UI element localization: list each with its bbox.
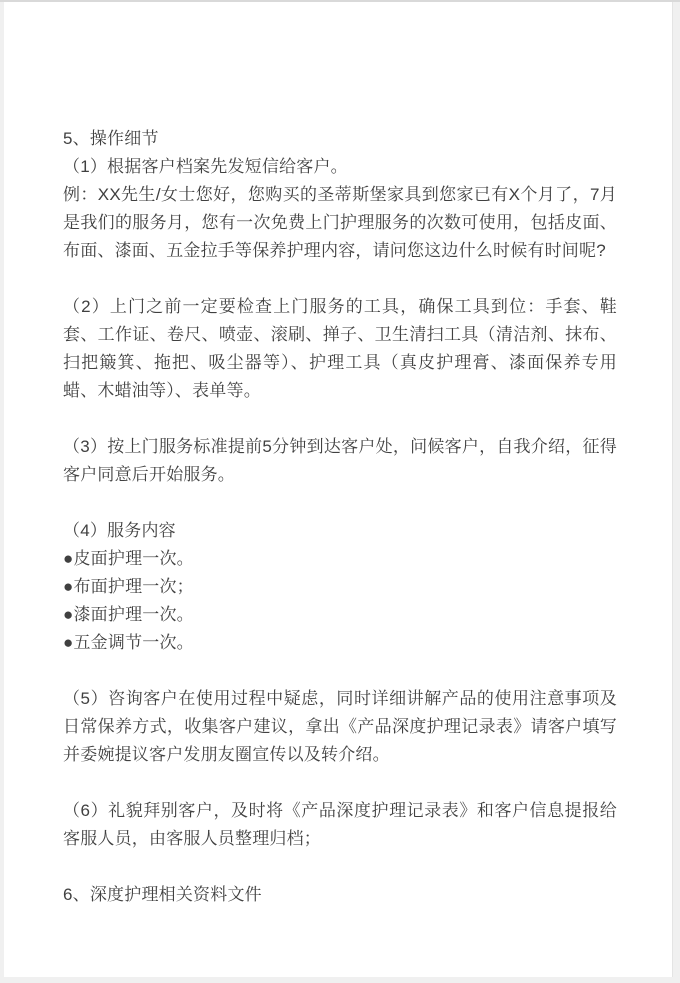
para-sms-example: 例：XX先生/女士您好，您购买的圣蒂斯堡家具到您家已有X个月了，7月是我们的服务月，您有一次免费上门护理服务的次数可使用，包括皮面、布面、漆面、五金拉手等保养护理内容，请问您这边什么时候有时间呢? (63, 185, 617, 260)
para-step-3: （3）按上门服务标准提前5分钟到达客户处，问候客户，自我介绍，征得客户同意后开始服务。 (63, 437, 617, 484)
section-heading-6: 6、深度护理相关资料文件 (63, 885, 262, 904)
para-step-2: （2）上门之前一定要检查上门服务的工具，确保工具到位：手套、鞋套、工作证、卷尺、喷壶、滚刷、掸子、卫生清扫工具（清洁剂、抹布、扫把簸箕、拖把、吸尘器等）、护理工具（真皮护理膏、漆面保养专用蜡、木蜡油等）、表单等。 (63, 297, 617, 400)
bullet-item-paint-care: ●漆面护理一次。 (63, 605, 194, 624)
para-step-4-heading: （4）服务内容 (63, 521, 176, 540)
para-step-6: （6）礼貌拜别客户，及时将《产品深度护理记录表》和客户信息提报给客服人员，由客服人员整理归档； (63, 801, 617, 848)
bullet-item-hardware-adjust: ●五金调节一次。 (63, 633, 194, 652)
para-step-1: （1）根据客户档案先发短信给客户。 (63, 157, 348, 176)
document-page (4, 2, 673, 977)
section-heading-5: 5、操作细节 (63, 129, 159, 148)
bullet-item-leather-care: ●皮面护理一次。 (63, 549, 194, 568)
bullet-item-fabric-care: ●布面护理一次； (63, 577, 194, 596)
para-step-5: （5）咨询客户在使用过程中疑虑，同时详细讲解产品的使用注意事项及日常保养方式，收集客户建议，拿出《产品深度护理记录表》请客户填写并委婉提议客户发朋友圈宣传以及转介绍。 (63, 689, 617, 764)
